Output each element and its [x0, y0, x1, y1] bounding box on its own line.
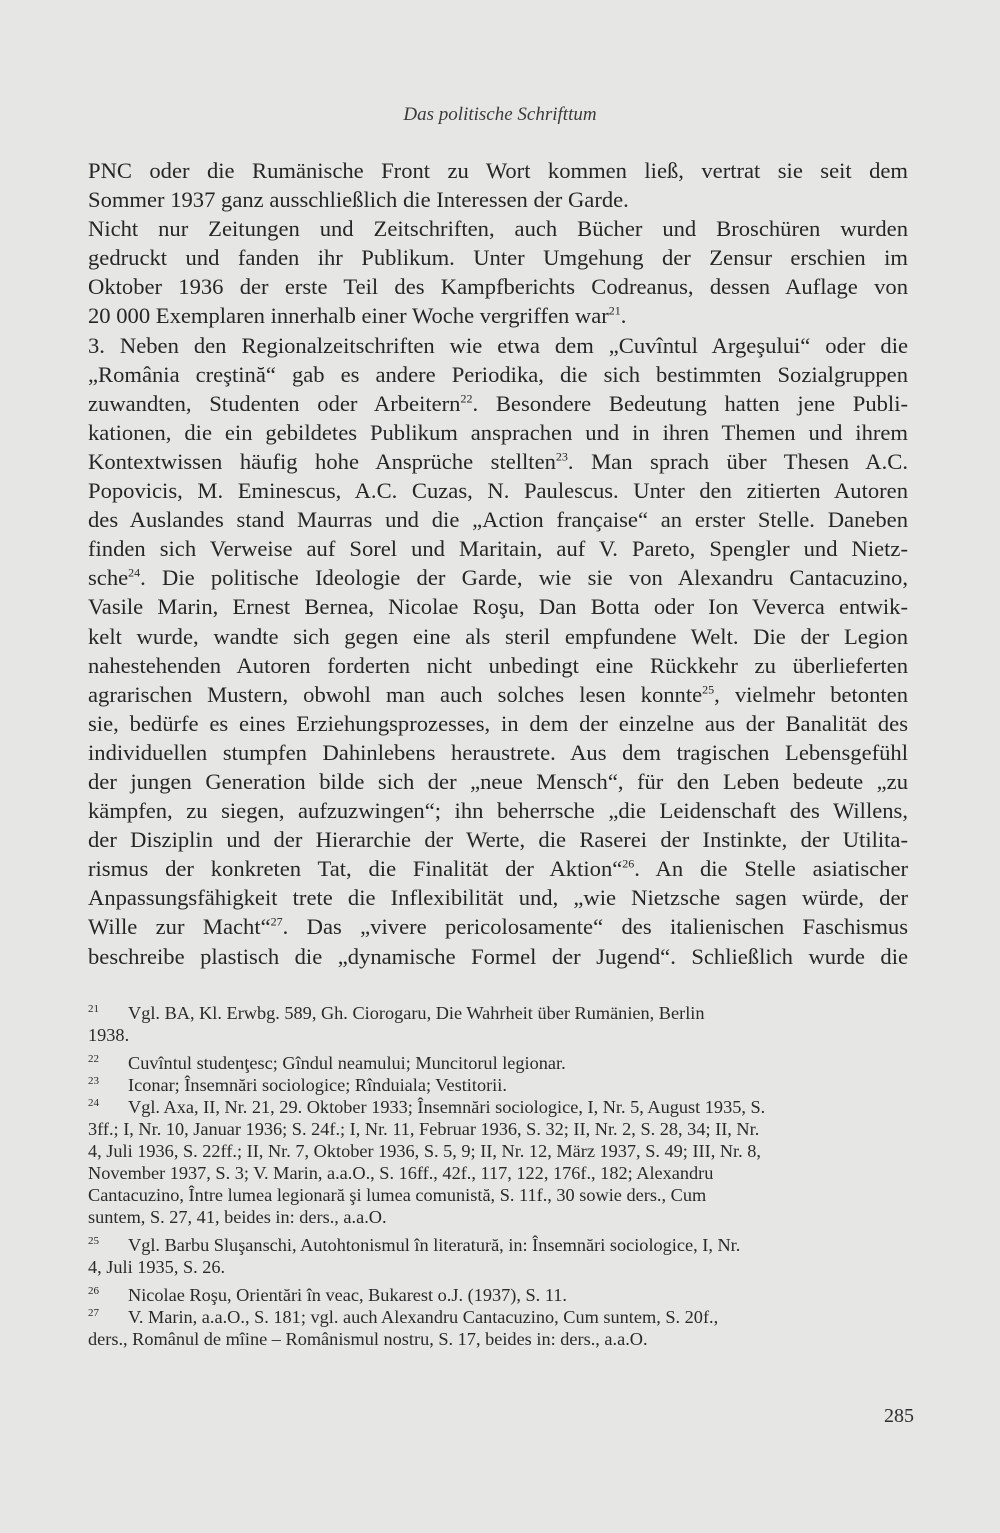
footnote-ref[interactable]: 23 — [555, 449, 568, 464]
text-segment: . An die Stelle asiatischer — [634, 856, 908, 882]
footnote-26: 26 Nicolae Roşu, Orientări în veac, Bukarest o.J. (1937), S. 11. — [88, 1284, 567, 1305]
footnote-text: 3ff.; I, Nr. 10, Januar 1936; S. 24f.; I, Nr. 11, Februar 1936, S. 32; II, Nr. 2, S. 28, 34; II, Nr. — [88, 1119, 760, 1139]
footnote-text: Iconar; Însemnări sociologice; Rînduiala; Vestitorii. — [128, 1075, 507, 1095]
footnote-ref[interactable]: 24 — [128, 565, 141, 580]
text-line — [88, 447, 908, 476]
footnote-text: November 1937, S. 3; V. Marin, a.a.O., S. 16ff., 42f., 117, 122, 176f., 182; Alexandru — [88, 1163, 714, 1183]
footnote-text: 1938. — [88, 1025, 130, 1045]
text-segment: zuwandten, Studenten oder Arbeitern — [88, 390, 461, 416]
text-line — [88, 389, 908, 418]
text-line: kelt wurde, wandte sich gegen eine als steril empfundene Welt. Die der Legion — [88, 623, 908, 649]
footnote-text: V. Marin, a.a.O., S. 181; vgl. auch Alexandru Cantacuzino, Cum suntem, S. 20f., — [128, 1307, 719, 1327]
footnote-text: 4, Juli 1935, S. 26. — [88, 1257, 226, 1277]
text-segment: 20 000 Exemplaren innerhalb einer Woche vergriffen war — [88, 303, 609, 329]
text-line: finden sich Verweise auf Sorel und Maritain, auf V. Pareto, Spengler und Nietz- — [88, 536, 908, 562]
text-line — [88, 301, 908, 330]
text-segment: . Die politische Ideologie der Garde, wie sie von Alexandru Cantacuzino, — [140, 565, 908, 591]
text-segment: , vielmehr betonten — [714, 681, 908, 707]
footnote-ref[interactable]: 26 — [622, 856, 635, 871]
footnote-ref[interactable]: 27 — [270, 914, 283, 929]
text-line — [88, 912, 908, 941]
text-line: Sommer 1937 ganz ausschließlich die Interessen der Garde. — [88, 187, 629, 213]
footnote-text: Vgl. BA, Kl. Erwbg. 589, Gh. Ciorogaru, Die Wahrheit über Rumänien, Berlin — [128, 1003, 705, 1023]
text-line: sie, bedürfe es eines Erziehungsprozesses, in dem der einzelne aus der Banalität des — [88, 710, 908, 736]
text-segment: Kontextwissen häufig hohe Ansprüche stellten — [88, 448, 556, 474]
footnote-text: ders., Românul de mîine – Românismul nostru, S. 17, beides in: ders., a.a.O. — [88, 1329, 648, 1349]
text-line: nahestehenden Autoren forderten nicht unbedingt eine Rückkehr zu überlieferten — [88, 652, 908, 678]
footnote-ref[interactable]: 22 — [460, 391, 473, 406]
footnote-text: 4, Juli 1936, S. 22ff.; II, Nr. 7, Oktober 1936, S. 5, 9; II, Nr. 12, März 1937, S. 49; III, Nr. 8, — [88, 1141, 761, 1161]
text-segment: . Das „vivere pericolosamente“ des italienischen Faschismus — [282, 914, 908, 940]
text-line: gedruckt und fanden ihr Publikum. Unter Umgehung der Zensur erschien im — [88, 245, 908, 271]
footnote-25: 25 Vgl. Barbu Sluşanschi, Autohtonismul în literatură, in: Însemnări sociologice, I, Nr. — [88, 1234, 741, 1255]
footnote-24: 24 Vgl. Axa, II, Nr. 21, 29. Oktober 1933; Însemnări sociologice, I, Nr. 5, August 1935, S. — [88, 1096, 766, 1117]
text-segment: sche — [88, 565, 129, 591]
page-number: 285 — [884, 1405, 914, 1427]
text-line: Popovicis, M. Eminescus, A.C. Cuzas, N. Paulescus. Unter den zitierten Autoren — [88, 478, 908, 504]
text-line: beschreibe plastisch die „dynamische Formel der Jugend“. Schließlich wurde die — [88, 943, 908, 969]
footnote-text: Cuvîntul studenţesc; Gîndul neamului; Muncitorul legionar. — [128, 1053, 566, 1073]
text-segment: Wille zur Macht“ — [88, 914, 271, 940]
text-line — [88, 563, 908, 592]
footnote-text: Vgl. Barbu Sluşanschi, Autohtonismul în literatură, in: Însemnări sociologice, I, Nr. — [128, 1235, 741, 1255]
text-segment: . Man sprach über Thesen A.C. — [567, 448, 908, 474]
text-line: der jungen Generation bilde sich der „neue Mensch“, für den Leben bedeute „zu — [88, 768, 908, 794]
text-line: der Disziplin und der Hierarchie der Werte, die Raserei der Instinkte, der Utilita- — [88, 827, 908, 853]
text-line — [88, 854, 908, 883]
footnote-text: Nicolae Roşu, Orientări în veac, Bukarest o.J. (1937), S. 11. — [128, 1285, 567, 1305]
text-line: kämpfen, zu siegen, aufzuzwingen“; ihn beherrsche „die Leidenschaft des Willens, — [88, 798, 908, 824]
text-segment: . Besondere Bedeutung hatten jene Publi- — [472, 390, 908, 416]
footnote-ref[interactable]: 21 — [608, 303, 621, 318]
footnote-text: suntem, S. 27, 41, beides in: ders., a.a.O. — [88, 1207, 387, 1227]
text-line — [88, 680, 908, 709]
footnote-ref[interactable]: 25 — [702, 682, 715, 697]
footnote-21: 21 Vgl. BA, Kl. Erwbg. 589, Gh. Ciorogaru, Die Wahrheit über Rumänien, Berlin — [88, 1002, 705, 1023]
text-segment: . — [620, 303, 627, 329]
text-segment: agrarischen Mustern, obwohl man auch solches lesen konnte — [88, 681, 703, 707]
footnote-text: Vgl. Axa, II, Nr. 21, 29. Oktober 1933; Însemnări sociologice, I, Nr. 5, August 1935, S. — [128, 1097, 766, 1117]
text-line: „România creştină“ gab es andere Periodika, die sich bestimmten Sozialgruppen — [88, 361, 908, 387]
running-head: Das politische Schrifttum — [403, 104, 597, 125]
footnote-23: 23 Iconar; Însemnări sociologice; Rînduiala; Vestitorii. — [88, 1074, 507, 1095]
text-line: PNC oder die Rumänische Front zu Wort kommen ließ, vertrat sie seit dem — [88, 158, 908, 183]
text-line: 3. Neben den Regionalzeitschriften wie etwa dem „Cuvîntul Argeşului“ oder die — [88, 332, 908, 358]
text-line: Vasile Marin, Ernest Bernea, Nicolae Roşu, Dan Botta oder Ion Veverca entwik- — [88, 594, 908, 620]
footnote-27: 27 V. Marin, a.a.O., S. 181; vgl. auch Alexandru Cantacuzino, Cum suntem, S. 20f., — [88, 1306, 719, 1327]
text-line: Anpassungsfähigkeit trete die Inflexibilität und, „wie Nietzsche sagen würde, der — [88, 885, 908, 911]
text-line: des Auslandes stand Maurras und die „Action française“ an erster Stelle. Daneben — [88, 507, 908, 533]
text-line: Oktober 1936 der erste Teil des Kampfberichts Codreanus, dessen Auflage von — [88, 274, 908, 300]
footnote-text: Cantacuzino, Între lumea legionară şi lumea comunistă, S. 11f., 30 sowie ders., Cum — [88, 1185, 707, 1205]
text-line: individuellen stumpfen Dahinlebens heraustrete. Aus dem tragischen Lebensgefühl — [88, 739, 908, 765]
footnote-22: 22 Cuvîntul studenţesc; Gîndul neamului; Muncitorul legionar. — [88, 1052, 566, 1073]
text-line: kationen, die ein gebildetes Publikum ansprachen und in ihren Themen und ihrem — [88, 419, 908, 445]
text-line: Nicht nur Zeitungen und Zeitschriften, auch Bücher und Broschüren wurden — [88, 216, 908, 242]
body-text — [88, 156, 908, 971]
text-segment: rismus der konkreten Tat, die Finalität der Aktion“ — [88, 856, 623, 882]
footnotes — [88, 1002, 908, 1350]
